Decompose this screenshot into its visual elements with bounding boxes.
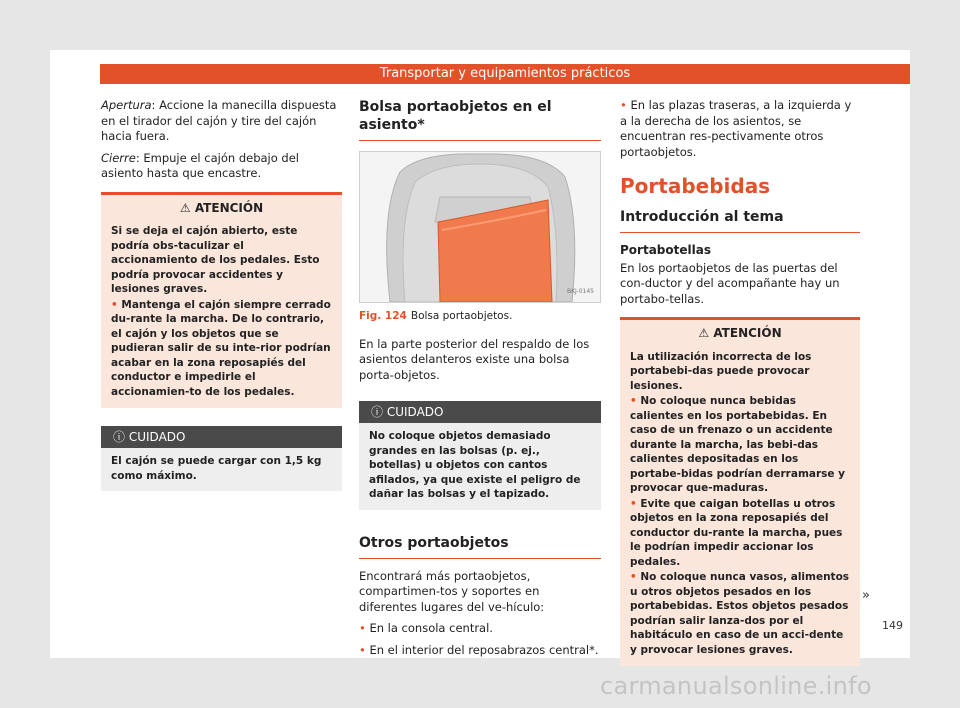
warning-box [101,192,342,409]
column-left [101,98,342,491]
continue-marker: » [862,588,870,603]
warning-bullet [630,497,850,570]
info-circle-icon: ⓘ [113,430,126,444]
bullet-icon: • [630,571,641,583]
body-paragraph: En los portaobjetos de las puertas del con-ductor y del acompañante hay un portabo-tellas. [620,260,840,306]
warning-bullet-text: No coloque nunca vasos, alimentos u otros objetos pesados en los portabebidas. Estos objetos pesados podrían salir lanza-dos por el habitáculo en caso de un acci-dente y provocar lesiones graves. [630,571,850,656]
warning-body [620,346,860,667]
bullet-icon: • [359,621,370,635]
list-item-text: En las plazas traseras, a la izquierda y a la derecha de los asientos, se encuentran res-pectivamente otros portaobjetos. [620,98,852,159]
warning-text: Si se deja el cajón abierto, este podría obs-taculizar el accionamiento de los pedales. Esto podría provocar accidentes y lesiones graves. [111,225,320,295]
list-item [359,621,601,637]
apertura-text: : Accione la manecilla dispuesta en el tirador del cajón y tire del cajón hacia fuera. [101,98,337,143]
warning-text: La utilización incorrecta de los portabebi-das puede provocar lesiones. [630,350,812,392]
bullet-icon: • [620,98,631,112]
list-item [359,643,601,659]
warning-bullet-text: Mantenga el cajón siempre cerrado du-rante la marcha. De lo contrario, el cajón y los objetos que se pudieran salir de su inte-rior podrían acabar en la zona reposapiés del conductor e impedirle el accionamien-to de los pedales. [111,298,331,398]
caution-title: CUIDADO [386,405,444,419]
column-middle [359,98,601,664]
bullet-icon: • [630,395,641,407]
warning-bullet-text: No coloque nunca bebidas calientes en los portabebidas. En caso de un frenazo o un accidente durante la marcha, las bebi-das calientes depositadas en los portabe-bidas podrían derramarse y provocar que-maduras. [630,395,846,494]
body-paragraph: Encontrará más portaobjetos, compartimen-tos y soportes en diferentes lugares del ve-hículo: [359,568,545,614]
list-item [620,98,860,160]
warning-body [101,220,342,408]
caution-text: No coloque objetos demasiado grandes en las bolsas (p. ej., botellas) u objetos con cantos afilados, ya que existe el peligro de dañar las bolsas y el tapizado. [369,430,581,500]
list-item-text: En el interior del reposabrazos central*. [369,642,599,657]
info-circle-icon: ⓘ [371,405,384,419]
caution-header [359,401,601,423]
warning-bullet [630,570,850,657]
watermark: carmanualsonline.info [600,672,872,700]
figure-seat-pocket [359,151,601,303]
warning-title: ATENCIÓN [713,326,782,340]
chapter-title: Portabebidas [620,174,771,198]
subheading: Portabotellas [620,243,711,257]
list-item-text: En la consola central. [369,621,493,635]
page-header: Transportar y equipamientos prácticos [100,64,910,84]
bullet-icon: • [111,298,122,311]
seat-pocket-illustration [360,152,600,302]
warning-bullet [111,298,332,400]
warning-bullet-text: Evite que caigan botellas u otros objetos en la zona reposapiés del conductor du-rante la marcha, pues le podrían impedir accionar los pedales. [630,497,843,568]
caution-box [359,401,601,510]
apertura-paragraph [101,98,342,145]
page-number: 149 [882,619,903,632]
caution-header [101,426,342,448]
figure-caption [359,309,601,325]
warning-title: ATENCIÓN [194,200,264,215]
section-title-otros: Otros portaobjetos [359,534,601,559]
cierre-text: : Empuje el cajón debajo del asiento hasta que encastre. [101,150,300,180]
bullet-icon: • [630,497,641,510]
caution-title: CUIDADO [128,430,186,444]
caution-text: El cajón se puede cargar con 1,5 kg como máximo. [111,455,322,482]
section-title: Introducción al tema [620,208,860,233]
cierre-paragraph [101,151,342,182]
body-paragraph: En la parte posterior del respaldo de los asientos delanteros existe una bolsa porta-objetos. [359,336,590,382]
figure-number: Fig. 124 [359,310,407,322]
section-title: Bolsa portaobjetos en el asiento* [359,98,601,141]
caution-box [101,426,342,491]
warning-header [101,195,342,221]
apertura-label: Apertura [101,98,152,112]
warning-box [620,317,860,666]
warning-triangle-icon: ⚠ [179,200,191,215]
warning-bullet [630,394,850,496]
figure-code: BKJ-0145 [566,287,594,295]
column-right [620,98,860,666]
warning-triangle-icon: ⚠ [698,326,710,340]
warning-header [620,320,860,346]
figure-caption-text: Bolsa portaobjetos. [410,310,513,322]
cierre-label: Cierre [101,150,136,165]
bullet-icon: • [359,642,370,657]
